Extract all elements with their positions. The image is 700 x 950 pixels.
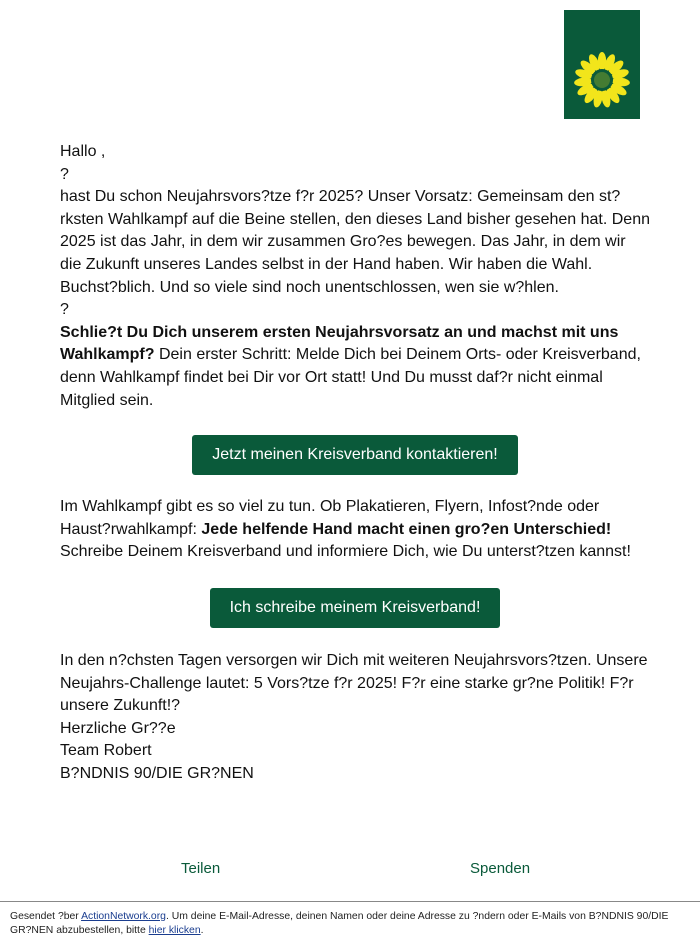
footer-fineprint xyxy=(10,910,690,937)
campaign-paragraph xyxy=(60,496,650,564)
signature-org: B?NDNIS 90/DIE GR?NEN xyxy=(60,764,254,782)
intro-paragraph: hast Du schon Neujahrsvors?tze f?r 2025? Unser Vorsatz: Gemeinsam den st?rksten Wahlkampf auf die Beine stellen, den dieses Land bisher gesehen hat. Denn 2025 ist das Jahr, in dem wir zusammen Gro?es bewegen. Das Jahr, in dem wir die Zukunft unseres Landes selbst in der Hand haben. Wir haben die Wahl. Buchst?blich. Und so viele sind noch unentschlossen, wen sie w?hlen. xyxy=(60,188,650,296)
placeholder-mark: ? xyxy=(60,165,69,183)
actionnetwork-link[interactable]: ActionNetwork.org xyxy=(81,911,166,922)
campaign-text-end: Schreibe Deinem Kreisverband und informiere Dich, wie Du unterst?tzen kannst! xyxy=(60,543,631,561)
call-question: Schlie?t Du Dich unserem ersten Neujahrsvorsatz an und machst mit uns Wahlkampf? xyxy=(60,323,619,364)
unsubscribe-link[interactable]: hier klicken xyxy=(148,924,201,936)
email-body xyxy=(60,141,650,785)
donate-link[interactable]: Spenden xyxy=(470,860,531,877)
contact-kreisverband-button[interactable]: Jetzt meinen Kreisverband kontaktieren! xyxy=(192,435,518,475)
sunflower-icon xyxy=(572,50,632,110)
greeting: Hallo , xyxy=(60,143,106,160)
closing: Herzliche Gr??e xyxy=(60,719,176,737)
footer-divider xyxy=(0,901,700,902)
placeholder-mark: ? xyxy=(60,301,69,319)
share-link[interactable]: Teilen xyxy=(181,860,221,877)
challenge-paragraph: In den n?chsten Tagen versorgen wir Dich mit weiteren Neujahrsvors?tzen. Unsere Neujahrs-Challenge lautet: 5 Vors?tze f?r 2025! F?r eine starke gr?ne Politik! F?r unsere Zukunft!? xyxy=(60,651,648,715)
fine-text-3: . xyxy=(200,924,204,936)
fine-text-2: . Um deine E-Mail-Adresse, deinen Namen oder deine Adresse zu ?ndern oder E-Mails von B?NDNIS 90/DIE GR?NEN abzubestellen, bitte xyxy=(10,911,669,936)
campaign-text-start: Im Wahlkampf gibt es so viel zu tun. Ob Plakatieren, Flyern, Infost?nde oder Haust?rwahlkampf: xyxy=(60,498,600,538)
party-logo xyxy=(564,10,640,119)
call-text: Dein erster Schritt: Melde Dich bei Deinem Orts- oder Kreisverband, denn Wahlkampf findet bei Dir vor Ort statt! Und Du musst daf?r nicht einmal Mitglied sein. xyxy=(60,346,641,409)
signature-team: Team Robert xyxy=(60,742,152,760)
fine-text-1: Gesendet ?ber xyxy=(10,911,82,922)
campaign-emphasis: Jede helfende Hand macht einen gro?en Unterschied! xyxy=(201,520,612,538)
footer-links xyxy=(0,860,700,882)
write-kreisverband-button[interactable]: Ich schreibe meinem Kreisverband! xyxy=(210,588,500,628)
call-paragraph xyxy=(60,322,650,412)
